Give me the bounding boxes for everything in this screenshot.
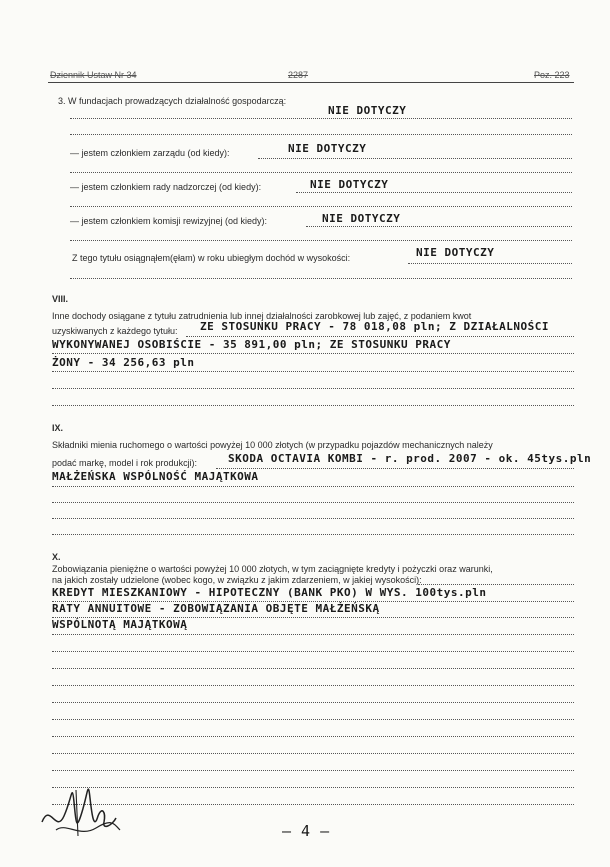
section-viii-answer-line1: ZE STOSUNKU PRACY - 78 018,08 pln; Z DZIAŁALNOŚCI bbox=[200, 320, 550, 333]
answer-line bbox=[52, 371, 574, 372]
answer-line bbox=[52, 634, 574, 635]
answer-line bbox=[70, 118, 572, 119]
section-x-text-line2: na jakich zostały udzielone (wobec kogo, w związku z jakim zdarzeniem, w jakiej wysokości): bbox=[52, 575, 422, 585]
answer-line bbox=[52, 787, 574, 788]
supervisory-board-label: — jestem członkiem rady nadzorczej (od kiedy): bbox=[70, 182, 262, 192]
section-viii-text-line2: uzyskiwanych z każdego tytułu: bbox=[52, 326, 178, 336]
section-x-answer-line1: KREDYT MIESZKANIOWY - HIPOTECZNY (BANK PKO) W WYS. 100tys.pln bbox=[52, 586, 487, 599]
supervisory-board-answer: NIE DOTYCZY bbox=[310, 178, 389, 191]
signature bbox=[36, 772, 126, 844]
answer-line bbox=[306, 226, 572, 227]
page-number: — 4 — bbox=[282, 822, 330, 840]
section-viii-heading: VIII. bbox=[52, 294, 69, 304]
journal-title: Dziennik Ustaw Nr 34 bbox=[50, 70, 137, 80]
section-viii-text-line1: Inne dochody osiągane z tytułu zatrudnienia lub innej działalności zarobkowej lub zajęć, z podaniem kwot bbox=[52, 311, 472, 321]
section-x-text-line1: Zobowiązania pieniężne o wartości powyżej 10 000 złotych, w tym zaciągnięte kredyty i pożyczki oraz warunki, bbox=[52, 564, 493, 574]
journal-position: Poz. 223 bbox=[534, 70, 570, 80]
answer-line bbox=[52, 353, 574, 354]
answer-line bbox=[52, 770, 574, 771]
answer-line bbox=[52, 486, 574, 487]
board-member-answer: NIE DOTYCZY bbox=[288, 142, 367, 155]
answer-line bbox=[216, 468, 574, 469]
foundations-answer: NIE DOTYCZY bbox=[328, 104, 407, 117]
audit-committee-label: — jestem członkiem komisji rewizyjnej (od kiedy): bbox=[70, 216, 268, 226]
header-rule bbox=[48, 82, 574, 83]
answer-line bbox=[52, 388, 574, 389]
answer-line bbox=[418, 584, 574, 585]
answer-line bbox=[258, 158, 572, 159]
journal-page-number: 2287 bbox=[288, 70, 309, 80]
section-ix-answer-line2: MAŁŻEŃSKA WSPÓLNOŚĆ MAJĄTKOWA bbox=[52, 470, 259, 483]
section-x-answer-line3: WSPÓLNOTĄ MAJĄTKOWĄ bbox=[52, 618, 188, 631]
income-label: Z tego tytułu osiągnąłem(ęłam) w roku ubiegłym dochód w wysokości: bbox=[72, 253, 351, 263]
answer-line bbox=[52, 651, 574, 652]
answer-line bbox=[70, 206, 572, 207]
answer-line bbox=[52, 702, 574, 703]
answer-line bbox=[70, 172, 572, 173]
answer-line bbox=[52, 753, 574, 754]
income-answer: NIE DOTYCZY bbox=[416, 246, 495, 259]
section-ix-answer-line1: SKODA OCTAVIA KOMBI - r. prod. 2007 - ok. 45tys.pln bbox=[228, 452, 592, 465]
audit-committee-answer: NIE DOTYCZY bbox=[322, 212, 401, 225]
answer-line bbox=[52, 668, 574, 669]
answer-line bbox=[52, 405, 574, 406]
section-ix-text-line1: Składniki mienia ruchomego o wartości powyżej 10 000 złotych (w przypadku pojazdów mechanicznych należy bbox=[52, 440, 493, 450]
answer-line bbox=[70, 278, 572, 279]
answer-line bbox=[408, 263, 572, 264]
answer-line bbox=[52, 736, 574, 737]
section-ix-heading: IX. bbox=[52, 423, 64, 433]
section-ix-text-line2: podać markę, model i rok produkcji): bbox=[52, 458, 198, 468]
section-viii-answer-line2: WYKONYWANEJ OSOBIŚCIE - 35 891,00 pln; ZE STOSUNKU PRACY bbox=[52, 338, 451, 351]
section-viii-answer-line3: ŻONY - 34 256,63 pln bbox=[52, 356, 195, 369]
answer-line bbox=[52, 719, 574, 720]
board-member-label: — jestem członkiem zarządu (od kiedy): bbox=[70, 148, 230, 158]
foundations-question: 3. W fundacjach prowadzących działalność gospodarczą: bbox=[58, 96, 287, 106]
answer-line bbox=[186, 336, 574, 337]
answer-line bbox=[70, 240, 572, 241]
answer-line bbox=[52, 534, 574, 535]
section-x-heading: X. bbox=[52, 552, 61, 562]
answer-line bbox=[52, 685, 574, 686]
answer-line bbox=[52, 804, 574, 805]
answer-line bbox=[52, 518, 574, 519]
answer-line bbox=[52, 502, 574, 503]
answer-line bbox=[296, 192, 572, 193]
section-x-answer-line2: RATY ANNUITOWE - ZOBOWIĄZANIA OBJĘTE MAŁŻEŃSKĄ bbox=[52, 602, 380, 615]
answer-line bbox=[70, 134, 572, 135]
